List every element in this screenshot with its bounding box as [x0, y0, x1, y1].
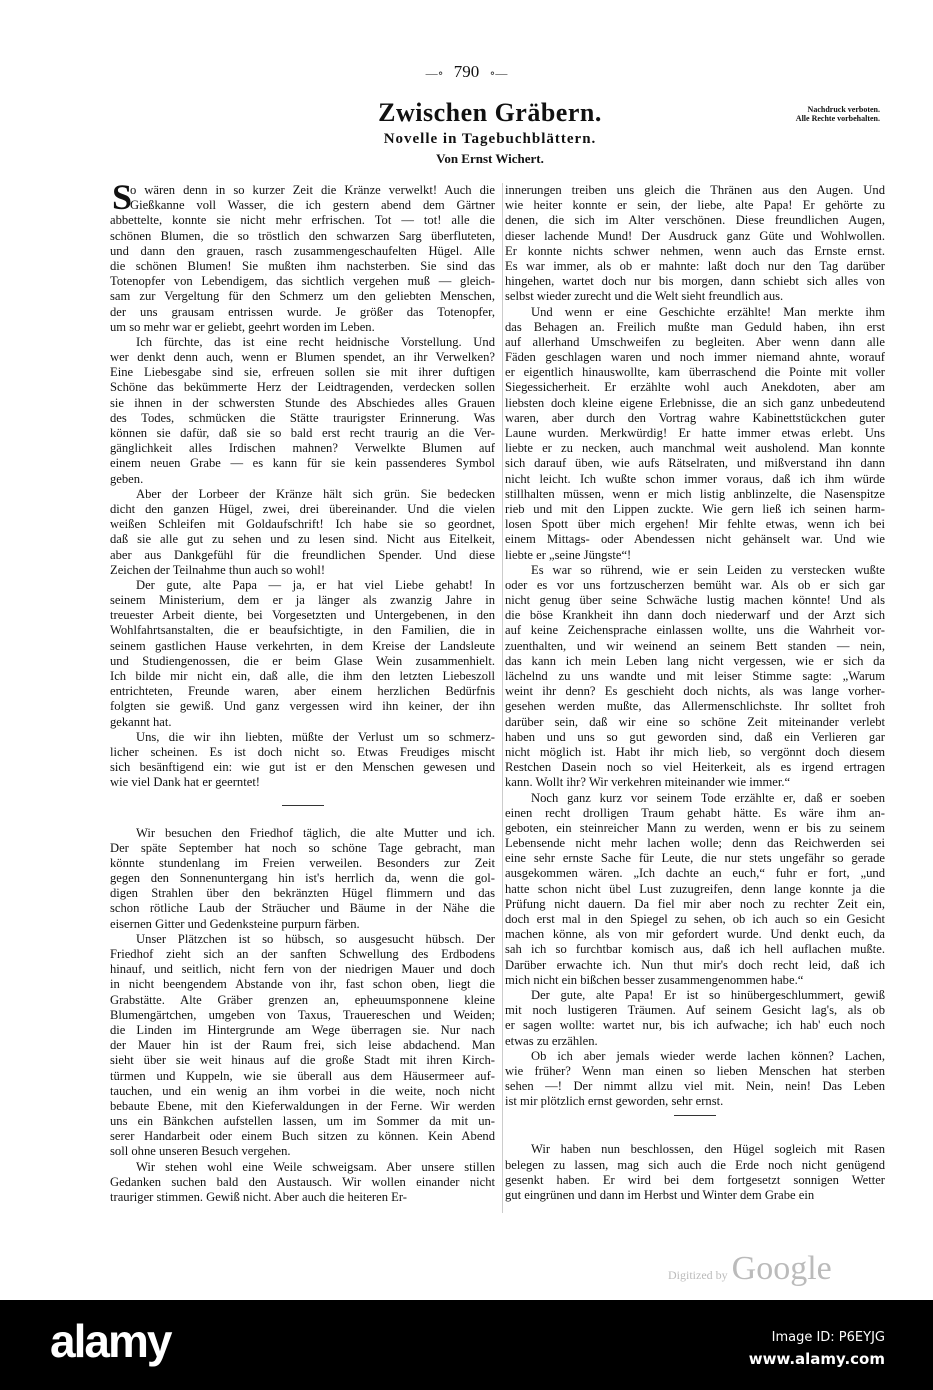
- text-line: nicht genug über seine Schwäche lustig machen könnte! Und als: [505, 593, 885, 608]
- text-line: Siegessicherheit. Er erzählte wohl auch Anekdoten, aber am: [505, 380, 885, 395]
- story-title: Zwischen Gräbern.: [378, 98, 602, 127]
- text-line: bebaute Ebene, mit den Kieferwaldungen in der Ferne. Wir werden: [110, 1098, 495, 1113]
- paragraph: [110, 177, 495, 335]
- text-line: stillhalten müssen, wenn er mich listig anblinzelte, die Nasenspitze: [505, 486, 885, 501]
- text-line: der Mauer hin ist der Raum frei, sich leise abdachend. Man: [110, 1038, 495, 1053]
- paragraph: [110, 826, 495, 932]
- text-line: losen Spott über mich ergehen! Mir fehlte etwas, wenn ich bei: [505, 517, 885, 532]
- paragraph: [110, 578, 495, 730]
- text-line: digen Strahlen über den bekränzten Hügel flimmern und das: [110, 886, 495, 901]
- text-line: Ich fürchte, das ist eine recht heidnische Vorstellung. Und: [136, 334, 495, 349]
- copyright-notice: [790, 105, 880, 123]
- text-line: haben und uns so gut geworden sind, daß ein Verlieren gar: [505, 729, 885, 744]
- text-line: könnte stundenlang im Freien verweilen. Besonders zur Zeit: [110, 855, 495, 870]
- paragraph: [505, 1049, 885, 1110]
- text-line: kann. Wollt ihr? Wir verkehren miteinander wie immer.“: [505, 775, 791, 790]
- watermark-prefix: Digitized by: [668, 1268, 728, 1282]
- text-line: Noch ganz kurz vor seinem Tode erzählte er, daß er soeben: [531, 790, 885, 805]
- text-line: Der gute, alte Papa — ja, er hat viel Liebe gehabt! In: [136, 577, 495, 592]
- text-line: hinauf, und seitlich, nicht fern von der niedrigen Mauer und doch: [110, 962, 495, 977]
- text-line: mit noch lustigeren Träumen. Auf seinem Gesicht lag's, als ob: [505, 1003, 885, 1018]
- text-line: Der späte September hat noch so schöne Tage gebracht, man: [110, 840, 495, 855]
- text-line: folgten sie gewiß. Und ganz vergessen wird ihn keiner, der ihn: [110, 699, 495, 714]
- text-line: soll ohne unseren Besuch vergehen.: [110, 1144, 291, 1159]
- text-line: und Studiengenossen, die er beim Glase Wein zusammenhielt.: [110, 653, 495, 668]
- text-line: Prüfung nicht dauern. Da fiel mir aber noch zu rechter Zeit ein,: [505, 896, 885, 911]
- paragraph: [110, 730, 495, 791]
- text-line: Unser Plätzchen ist so hübsch, so ausgesucht hübsch. Der: [136, 931, 495, 946]
- text-line: hatte schon nicht übel Lust zuzugreifen, denn lange konnte ja die: [505, 881, 885, 896]
- drop-cap: S: [112, 177, 133, 217]
- paragraph: [505, 563, 885, 791]
- text-line: abbettelte, konnte sie nicht mehr erfrischen. Tot — tot! alle die: [110, 213, 495, 228]
- text-line: Darüber erwachte ich. Nun thut mir's doch recht leid, daß ich: [505, 957, 885, 972]
- text-line: Er konnte nichts schwer nehmen, wenn auch das Ernste ernst.: [505, 243, 885, 258]
- text-line: einem Mittags- oder Abendessen nicht gehänselt war. Und wie: [505, 532, 885, 547]
- text-line: liebsten doch kleine eigene Erlebnisse, die an sich ganz unbedeutend: [505, 395, 885, 410]
- text-line: dieser lachende Mund! Der Ausdruck ganz Güte und Wohlwollen.: [505, 228, 885, 243]
- paragraph: [110, 487, 495, 578]
- text-line: einem neuen Grabe — es kann für sie kein passenderes Symbol: [110, 456, 495, 471]
- text-line: doch erst mal in den Spiegel zu sehen, ob ich auch so ein Gesicht: [505, 912, 885, 926]
- text-line: treuester Arbeit diente, bei Vorgesetzten und Untergebenen, in den: [110, 608, 495, 623]
- text-line: Wohlfahrtsanstalten, die er beaufsichtigte, in den Familien, die in: [110, 623, 495, 638]
- text-line: eisernen Gitter und Gedenksteine purpurn färben.: [110, 916, 360, 931]
- story-subtitle: Novelle in Tagebuchblättern.: [383, 131, 597, 147]
- paragraph: [505, 183, 885, 305]
- text-line: ist mir plötzlich ernst geworden, sehr ernst.: [505, 1094, 724, 1109]
- text-line: sich besänftigend ein: wie gut ist er den Menschen gewesen und: [110, 760, 495, 775]
- text-line: sam zur Vergeltung für den Schmerz um den geliebten Menschen,: [110, 289, 495, 304]
- column-divider: [502, 183, 503, 1213]
- text-line: türmen und Kuppeln, wie sie überall aus dem Häusermeer auf-: [110, 1068, 495, 1083]
- text-line: weint ihr denn? Es geschieht doch nichts, als was lange vorher-: [505, 684, 885, 699]
- text-line: gegen den Sonnenuntergang hin ist's herrlich da, wenn die gol-: [110, 871, 495, 886]
- text-line: lächelnd zu uns wandte und mit leiser Stimme sagte: „Warum: [505, 669, 885, 683]
- text-line: belegen zu lassen, mag sich auch die Erde noch nicht genügend: [505, 1157, 885, 1172]
- text-line: oder es vor uns fortzuscherzen bemüht war. Als ob er sich gar: [505, 577, 885, 592]
- text-line: Restchen Dasein noch so viel Heiterkeit, als es irgend ertragen: [505, 760, 885, 775]
- text-line: Schöne das bekümmerte Herz der Leidtragenden, verdecken sollen: [110, 380, 495, 395]
- text-line: innerungen treiben uns gleich die Thränen aus den Augen. Und: [505, 183, 885, 197]
- text-line: selbst wieder zurecht und die Welt sieht freundlich aus.: [505, 289, 784, 304]
- text-line: machen könne, als von mir gefordert wurde. Und denkt euch, da: [505, 927, 885, 942]
- section-separator: [674, 1115, 716, 1116]
- text-line: das Behagen an. Freilich mußte man Geduld haben, ihn erst: [505, 319, 885, 334]
- text-line: aber aus Dankgefühl für die freundlichen Spender. Und diese: [110, 547, 495, 562]
- text-line: rieb und mit den Lippen zuckte. Wie gern ließ ich seinen harm-: [505, 501, 885, 516]
- text-line: Und wenn er eine Geschichte erzählte! Man merkte ihm: [531, 304, 885, 319]
- text-line: er sagen wollte: wartet nur, bis ich aufwache; ich hab' euch noch: [505, 1018, 885, 1033]
- text-line: die böse Krankheit ihn dann doch niederwarf und der Arzt sich: [505, 608, 885, 623]
- text-line: gesenkt haben. Er wird bei dem fortgesetzt sonnigen Wetter: [505, 1172, 885, 1187]
- text-line: die Linden im Hintergrunde am Wege überragen sie. Nur nach: [110, 1022, 495, 1037]
- text-line: Lebensende nicht mehr lachen wolle; denn das Reichwerden sei: [505, 836, 885, 851]
- text-line: Aber der Lorbeer der Kränze hält sich grün. Sie bedecken: [136, 486, 495, 501]
- text-line: waren, aber durch den Vortrag wahre Kabinettstückchen guter: [505, 410, 885, 425]
- text-line: gekannt hat.: [110, 714, 172, 729]
- watermark-brand: Google: [731, 1250, 832, 1287]
- text-line: serer Handarbeit oder einem Buch sitzen zu können. Kein Abend: [110, 1129, 495, 1144]
- text-line: daß sie alle gut zu sehen und zu lesen sind. Nicht aus Eitelkeit,: [110, 532, 495, 547]
- text-line: wie früher? Wenn man einen so lieben Menschen hat sterben: [505, 1063, 885, 1078]
- paragraph: [505, 1142, 885, 1203]
- page-number-line: [0, 62, 933, 82]
- text-line: Fäden geschlagen waren und noch immer niemand ahnte, worauf: [505, 350, 885, 365]
- text-line: Wir stehen wohl eine Weile schweigsam. Aber unsere stillen: [136, 1159, 495, 1174]
- text-line: hingehen, wartet doch nur bis morgen, dann schiebt sich alles von: [505, 274, 885, 289]
- text-line: eine sehr ernste Sache für Leute, die nur stets ungefähr so gerade: [505, 851, 885, 866]
- text-line: Laune wurden. Merkwürdig! Er hatte immer etwas erlebt. Uns: [505, 426, 885, 440]
- paragraph: [110, 1160, 495, 1206]
- paragraph: [505, 988, 885, 1049]
- text-line: um so mehr war er geliebt, geehrt worden im Leben.: [110, 319, 375, 334]
- text-line: Uns, die wir ihn liebten, müßte der Verlust um so schmerz-: [136, 729, 495, 744]
- text-line: Es war so rührend, wie er sein Leiden zu verstecken wußte: [531, 562, 885, 577]
- text-line: dicht den ganzen Hügel, zwei, drei übereinander. Und die vielen: [110, 501, 495, 516]
- text-line: mich nicht ein bißchen besser zusammengenommen habe.“: [505, 972, 804, 987]
- text-line: entrichteten, Freunde waren, aber einem herzlichen Bedürfnis: [110, 684, 495, 699]
- left-column: [110, 177, 495, 1205]
- text-line: können sie dafür, daß sie so bald erst recht traurig an die Ver-: [110, 426, 495, 440]
- text-line: wie heiter konnte er sein, der liebe, alte Papa! Er gehörte zu: [505, 198, 885, 213]
- text-line: denen, die sich im Alter verschönen. Diese freundlichen Augen,: [505, 213, 885, 228]
- section-separator: [282, 805, 324, 806]
- text-line: darüber sein, daß wir eine so schöne Zeit miteinander verlebt: [505, 714, 885, 729]
- text-line: er eigentlich hinauswollte, kam überraschend die Pointe mit voller: [505, 365, 885, 380]
- text-line: gesehen werden mußte, das Allermenschlichste. Ihr solltet froh: [505, 699, 885, 714]
- alamy-logo: alamy: [50, 1315, 171, 1367]
- text-line: einen recht drolligen Traum gehabt hätte. Es wäre ihm an-: [505, 805, 885, 820]
- text-line: geben.: [110, 471, 144, 486]
- text-line: zuenthalten, und wir weinend an seinem Bett standen — nein,: [505, 638, 885, 653]
- notice-line-2: Alle Rechte vorbehalten.: [795, 114, 880, 123]
- text-line: Ich bilde mir nicht ein, daß alle, die ihm den letzten Liebeszoll: [110, 669, 495, 683]
- paragraph: [505, 305, 885, 563]
- ornament-left: —∘: [425, 66, 444, 80]
- text-line: seinem gastlichen Hause verkehrten, in dem Kreise der Landsleute: [110, 638, 495, 653]
- text-line: auf keine Zeichensprache einlassen wollte, uns die Wahrheit vor-: [505, 623, 885, 638]
- paragraph: [505, 791, 885, 988]
- text-line: schon rötliche Laub der Sträucher und Bäume in der Nähe die: [110, 901, 495, 916]
- site-url: www.alamy.com: [748, 1350, 885, 1368]
- text-line: licher scheinen. Es ist doch nicht so. Etwas Freudiges mischt: [110, 744, 495, 759]
- text-line: Ob ich aber jemals wieder werde lachen können? Lachen,: [531, 1048, 885, 1063]
- text-line: nicht leicht. Ich wußte schon immer voraus, daß ich ihm würde: [505, 471, 885, 486]
- text-line: weißen Schleifen mit Goldaufschrift! Ich habe sie so geordnet,: [110, 517, 495, 532]
- text-line: liebte er zu necken, auch manchmal weit ausholend. Man konnte: [505, 441, 885, 456]
- text-line: der uns grausam entrissen wurde. Je größer das Totenopfer,: [110, 304, 495, 319]
- text-line: Der gute, alte Papa! Er ist so hinübergeschlummert, gewiß: [531, 987, 885, 1002]
- text-line: sieht über sie weit hinaus auf die große Stadt mit ihren Kirch-: [110, 1053, 495, 1068]
- text-line: sehen —! Der nimmt allzu viel mit. Nein, nein! Das Leben: [505, 1079, 885, 1094]
- text-line: Blumengärtchen, umgeben von Taxus, Trauereschen und Weiden;: [110, 1007, 495, 1022]
- text-line: geboten, ein steinreicher Mann zu werden, wenn er bis zu seinem: [505, 820, 885, 835]
- image-id: Image ID: P6EYJG: [771, 1330, 885, 1345]
- text-line: trauriger stimmen. Gewiß nicht. Aber auch die heiteren Er-: [110, 1190, 407, 1204]
- text-line: Eine Liebesgabe sind sie, erfreuen sollen sie mit ihrer duftigen: [110, 365, 495, 380]
- text-line: sah ich so furchtbar komisch aus, daß ich hell auflachen mußte.: [505, 942, 885, 957]
- text-line: nicht möglich ist. Habt ihr mich lieb, so vergönnt doch diesem: [505, 744, 885, 759]
- text-line: Gedanken suchen bald den Austausch. Wir wollen einander nicht: [110, 1174, 495, 1189]
- text-line: Wir besuchen den Friedhof täglich, die alte Mutter und ich.: [136, 825, 495, 840]
- text-line: schönen Blumen, die so tröstlich den schwarzen Sarg überfluteten,: [110, 228, 495, 243]
- paragraph: [110, 932, 495, 1160]
- text-line: gut eingrünen und dann im Herbst und Winter dem Grabe ein: [505, 1188, 815, 1202]
- text-line: gänglichkeit alles Irdischen mahnen? Verwelkte Blumen auf: [110, 441, 495, 456]
- text-line: und dann den grauen, rasch zusammengeschaufelten Hügel. Alle: [110, 243, 495, 258]
- paragraph: [110, 335, 495, 487]
- text-line: seinem Ministerium, dem er ja länger als zwanzig Jahre in: [110, 593, 495, 608]
- text-line: o wären denn in so kurzer Zeit die Kränze verwelkt! Auch die: [130, 183, 495, 197]
- text-line: etwas zu erzählen.: [505, 1033, 598, 1048]
- text-line: uns ein Bänkchen aufstellen lassen, um im Sommer da mit un-: [110, 1114, 495, 1129]
- text-line: Es war immer, als ob er mahnte: laßt doch nur den Tag darüber: [505, 258, 885, 273]
- text-line: sie ihnen in der schwersten Stunde des Abschiedes alles Grauen: [110, 395, 495, 410]
- text-line: Totenopfer von Lebendigem, das sichtlich vergehen muß — gleich-: [110, 274, 495, 289]
- text-line: sich darauf üben, wie aufs Rätselraten, und mißverstand ihn dann: [505, 456, 885, 471]
- notice-line-1: Nachdruck verboten.: [807, 105, 880, 114]
- ornament-right: ∘—: [489, 66, 508, 80]
- text-line: Wir haben nun beschlossen, den Hügel sogleich mit Rasen: [531, 1142, 885, 1157]
- text-line: ausgekommen wären. „Ich dachte an euch,“ fuhr er fort, „und: [505, 866, 885, 881]
- google-watermark: [668, 1250, 832, 1288]
- page-number: 790: [453, 62, 480, 81]
- text-line: Grabstätte. Alte Gräber grenzen an, epheuumsponnene kleine: [110, 992, 495, 1007]
- text-line: in nicht beengendem Abstande von ihr, fast schon oben, liegt die: [110, 977, 495, 992]
- text-line: auf allerhand Umschweifen zu begleiten. Aber wenn dann alle: [505, 334, 885, 349]
- text-line: die schönen Blumen! Sie mußten ihm nachsterben. Sie sind das: [110, 258, 495, 273]
- text-line: tauchen, und ein wenig an ihm vorbei in die weite, noch nicht: [110, 1083, 495, 1098]
- text-line: Friedhof zieht sich an der sanften Schwellung des Erdbodens: [110, 947, 495, 961]
- text-line: Zeichen der Teilnahme thun auch so wohl!: [110, 562, 326, 577]
- text-line: wie viel Dank hat er geerntet!: [110, 775, 261, 790]
- text-line: des Todes, schmücken die Stätte traurigster Erinnerung. Was: [110, 410, 495, 425]
- author-byline: Von Ernst Wichert.: [436, 151, 544, 166]
- text-line: Gießkanne voll Wasser, die ich gestern abend dem Gärtner: [130, 198, 495, 213]
- text-line: wer denkt denn auch, wenn er Blumen spendet, an ihr Verwelken?: [110, 350, 495, 365]
- text-line: liebte er „seine Jüngste“!: [505, 547, 632, 562]
- right-column: [505, 183, 885, 1203]
- text-line: das kann ich mein Leben lang nicht vergessen, wie er sich da: [505, 653, 885, 668]
